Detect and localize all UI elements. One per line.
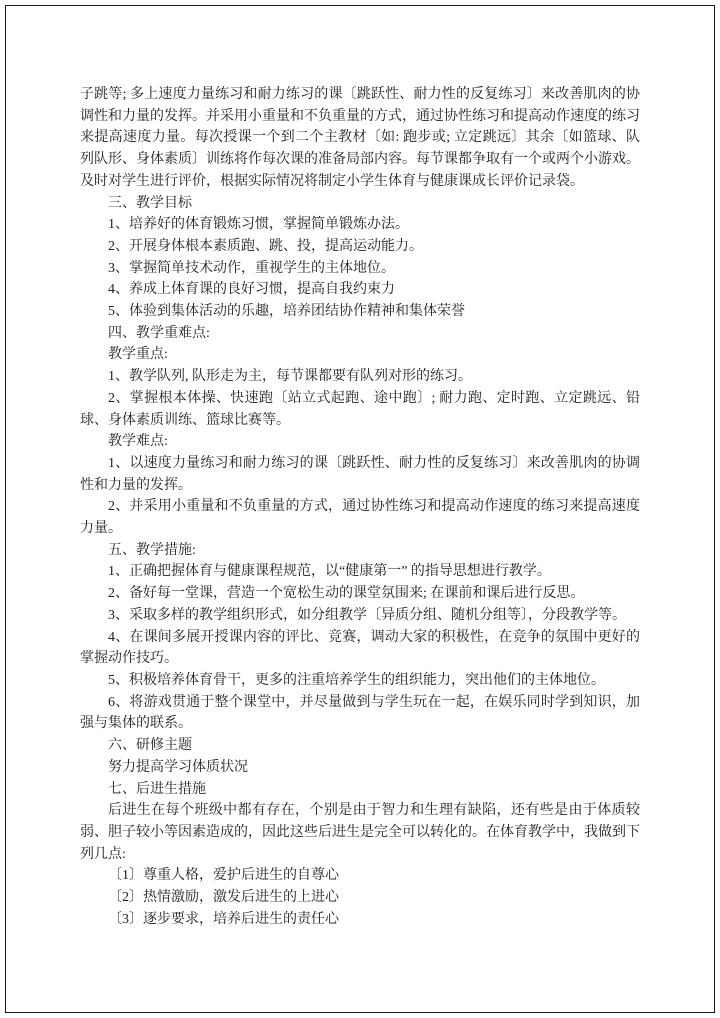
paragraph: 6、将游戏贯通于整个课堂中，并尽量做到与学生玩在一起，在娱乐同时学到知识，加强与集体的联系。	[80, 694, 640, 732]
paragraph: 2、开展身体根本素质跑、跳、投，提高运动能力。	[108, 238, 423, 254]
paragraph: 1、培养好的体育锻炼习惯，掌握简单锻炼办法。	[108, 217, 409, 233]
paragraph: 3、掌握简单技术动作，重视学生的主体地位。	[108, 260, 395, 276]
paragraph: 后进生在每个班级中都有存在，个别是由于智力和生理有缺陷，还有些是由于体质较弱、胆子较小等因素造成的，因此这些后进生是完全可以转化的。在体育教学中，我做到下列几点:	[80, 803, 640, 862]
paragraph: 努力提高学习体质状况	[108, 759, 248, 775]
paragraph: 3、采取多样的教学组织形式，如分组教学〔异质分组、随机分组等〕，分段教学等。	[108, 607, 626, 623]
paragraph: 〔3〕逐步要求，培养后进生的责任心	[108, 911, 339, 927]
paragraph: 教学难点:	[108, 434, 168, 450]
paragraph: 2、备好每一堂课，营造一个宽松生动的课堂氛围来; 在课前和课后进行反思。	[108, 586, 585, 602]
paragraph: 〔1〕尊重人格，爱护后进生的自尊心	[108, 868, 339, 884]
paragraph: 1、教学队列, 队形走为主，每节课都要有队列对形的练习。	[108, 369, 472, 385]
paragraph: 子跳等; 多上速度力量练习和耐力练习的课〔跳跃性、耐力性的反复练习〕来改善肌肉的协调性和力量的发挥。并采用小重量和不负重量的方式，通过协性练习和提高动作速度的练习来提高速度力量。每次授课一个到二个主教材〔如: 跑步或; 立定跳远〕其余〔如篮球、队列队形、身体素质〕训练将作每次课的准备局部内容。每节课都争取有一个或两个小游戏。及时对学生进行评价，根据实际情况将制定小学生体育与健康课成长评价记录袋。	[80, 87, 640, 189]
paragraph: 2、并采用小重量和不负重量的方式，通过协性练习和提高动作速度的练习来提高速度力量。	[80, 499, 640, 537]
paragraph: 六、研修主题	[108, 738, 192, 754]
paragraph: 教学重点:	[108, 347, 168, 363]
paragraph: 1、以速度力量练习和耐力练习的课〔跳跃性、耐力性的反复练习〕来改善肌肉的协调性和力量的发挥。	[80, 455, 640, 493]
paragraph: 〔2〕热情激励，激发后进生的上进心	[108, 890, 339, 906]
paragraph: 5、体验到集体活动的乐趣，培养团结协作精神和集体荣誉	[108, 304, 465, 320]
paragraph: 五、教学措施:	[108, 542, 196, 558]
paragraph: 七、后进生措施	[108, 781, 206, 797]
paragraph: 4、养成上体育课的良好习惯，提高自我约束力	[108, 282, 395, 298]
paragraph: 2、掌握根本体操、快速跑〔站立式起跑、途中跑〕; 耐力跑、定时跑、立定跳远、铅球、身体素质训练、篮球比赛等。	[80, 390, 640, 428]
paragraph: 三、教学目标	[108, 195, 192, 211]
document-content	[80, 84, 640, 930]
paragraph: 4、在课间多展开授课内容的评比、竞赛，调动大家的积极性，在竞争的氛围中更好的掌握动作技巧。	[80, 629, 640, 667]
paragraph: 四、教学重难点:	[108, 325, 210, 341]
paragraph: 5、积极培养体育骨干，更多的注重培养学生的组织能力，突出他们的主体地位。	[108, 672, 605, 688]
paragraph: 1、正确把握体育与健康课程规范，以“健康第一” 的指导思想进行教学。	[108, 564, 551, 580]
